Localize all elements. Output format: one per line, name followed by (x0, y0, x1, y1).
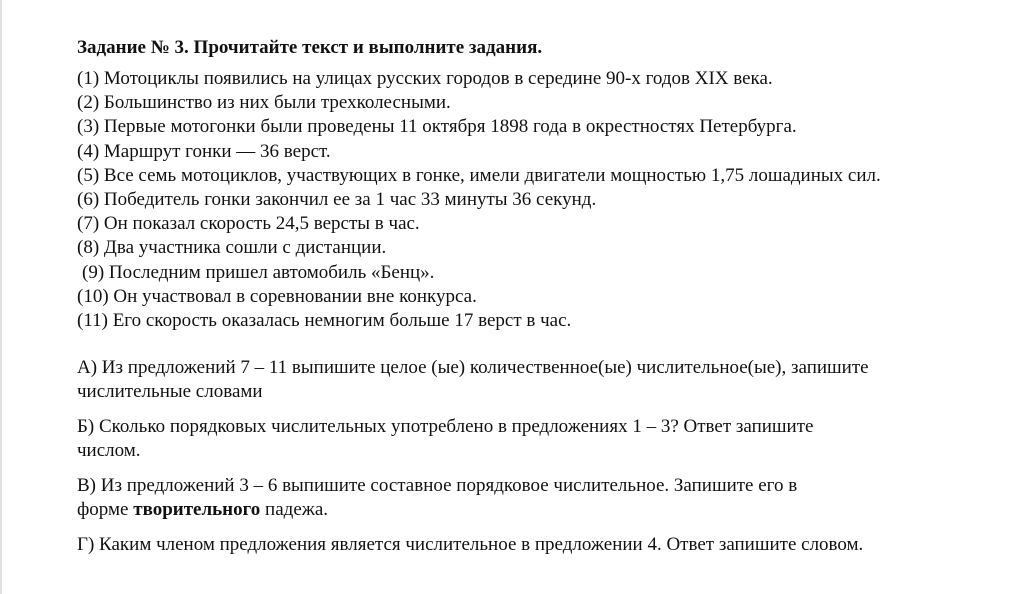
question-b-line-1: Б) Сколько порядковых числительных употреблено в предложениях 1 – 3? Ответ запишите (77, 416, 814, 438)
question-list (77, 356, 1017, 557)
sentence-8: (8) Два участника сошли с дистанции. (77, 237, 387, 259)
question-b-line-2: числом. (77, 440, 141, 462)
sentence-3: (3) Первые мотогонки были проведены 11 октября 1898 года в окрестностях Петербурга. (77, 116, 797, 138)
sentence-11: (11) Его скорость оказалась немногим больше 17 верст в час. (77, 309, 572, 331)
question-v (77, 474, 1007, 522)
question-a-line-2: числительные словами (77, 381, 263, 403)
question-v-line-1: В) Из предложений 3 – 6 выпишите составное порядковое числительное. Запишите его в (77, 475, 798, 497)
page-left-border (0, 0, 2, 594)
question-b (77, 415, 1007, 463)
question-g (77, 533, 1007, 557)
sentence-2: (2) Большинство из них были трехколесными. (77, 92, 451, 114)
question-a (77, 356, 1007, 404)
sentence-7: (7) Он показал скорость 24,5 версты в час. (77, 213, 420, 235)
sentence-1: (1) Мотоциклы появились на улицах русских городов в середине 90-х годов XIX века. (77, 68, 773, 89)
question-a-line-1: А) Из предложений 7 – 11 выпишите целое (ые) количественное(ые) числительное(ые), запишите (77, 357, 869, 379)
question-v-emphasis: творительного (133, 499, 261, 521)
sentence-5: (5) Все семь мотоциклов, участвующих в гонке, имели двигатели мощностью 1,75 лошадиных сил. (77, 164, 881, 186)
sentence-9: (9) Последним пришел автомобиль «Бенц». (82, 261, 435, 283)
sentence-list (77, 67, 1017, 333)
sentence-6: (6) Победитель гонки закончил ее за 1 час 33 минуты 36 секунд. (77, 188, 597, 210)
sentence-10: (10) Он участвовал в соревновании вне конкурса. (77, 285, 477, 307)
question-g-line-1: Г) Каким членом предложения является числительное в предложении 4. Ответ запишите словом. (77, 534, 864, 556)
task-title: Задание № 3. Прочитайте текст и выполните задания. (77, 37, 543, 58)
question-v-line-2-end: падежа. (260, 499, 329, 521)
question-v-line-2 (77, 498, 1007, 522)
sentence-4: (4) Маршрут гонки — 36 верст. (77, 140, 331, 162)
question-v-line-2-start: форме (77, 499, 134, 521)
document-body (77, 36, 1017, 568)
